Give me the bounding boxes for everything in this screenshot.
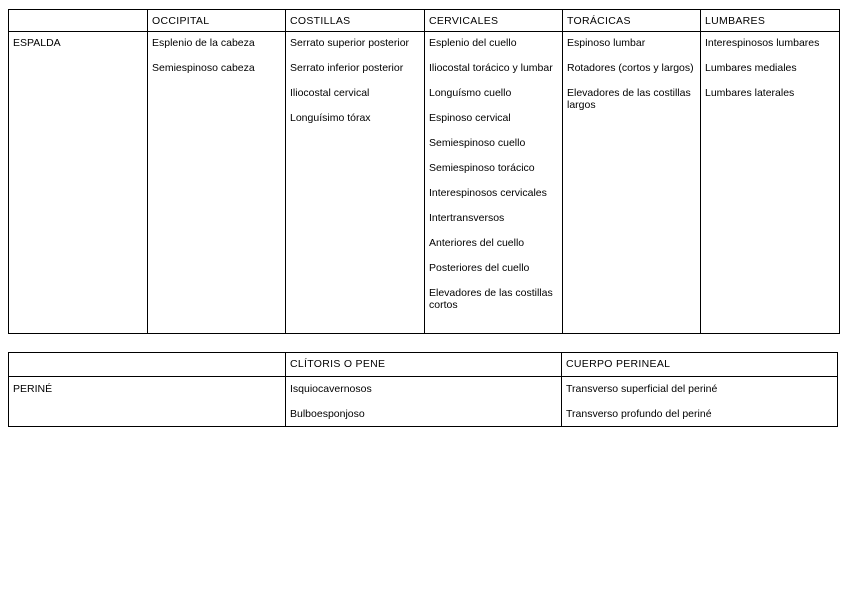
list-item: Interespinosos cervicales <box>429 187 547 199</box>
cell-occipital <box>148 32 286 334</box>
list-item: Lumbares laterales <box>705 87 795 99</box>
header-cell-costillas: COSTILLAS <box>286 10 425 32</box>
list-item: Esplenio de la cabeza <box>152 37 255 49</box>
list-item: Lumbares mediales <box>705 62 797 74</box>
list-item: Elevadores de las costillas cortos <box>429 287 553 311</box>
espalda-muscle-table <box>8 9 840 334</box>
header-cell-toracicas: TORÁCICAS <box>563 10 701 32</box>
header-cell-cervicales: CERVICALES <box>425 10 563 32</box>
list-item: Elevadores de las costillas largos <box>567 87 691 111</box>
list-item: Isquiocavernosos <box>290 383 372 395</box>
cell-toracicas <box>563 32 701 334</box>
table-row <box>9 32 840 334</box>
list-item: Anteriores del cuello <box>429 237 525 249</box>
list-item: Rotadores (cortos y largos) <box>567 62 694 74</box>
list-item: Serrato inferior posterior <box>290 62 404 74</box>
perine-muscle-table <box>8 352 838 427</box>
table-header-row <box>9 10 840 32</box>
header-cell-occipital: OCCIPITAL <box>148 10 286 32</box>
list-item: Semiespinoso cabeza <box>152 62 255 74</box>
cell-clitoris-pene <box>286 377 562 427</box>
list-item: Transverso superficial del periné <box>566 383 718 395</box>
header-cell-empty <box>9 353 286 377</box>
list-item: Transverso profundo del periné <box>566 408 712 420</box>
list-item: Serrato superior posterior <box>290 37 410 49</box>
header-cell-empty <box>9 10 148 32</box>
list-item: Semiespinoso torácico <box>429 162 535 174</box>
header-cell-clitoris-pene: CLÍTORIS O PENE <box>286 353 562 377</box>
cell-costillas <box>286 32 425 334</box>
list-item: Iliocostal torácico y lumbar <box>429 62 553 74</box>
list-item: Intertransversos <box>429 212 505 224</box>
cell-lumbares <box>701 32 840 334</box>
header-cell-lumbares: LUMBARES <box>701 10 840 32</box>
list-item: Esplenio del cuello <box>429 37 517 49</box>
list-item: Posteriores del cuello <box>429 262 530 274</box>
list-item: Longuísmo cuello <box>429 87 512 99</box>
list-item: Semiespinoso cuello <box>429 137 526 149</box>
list-item: Espinoso cervical <box>429 112 511 124</box>
cell-cuerpo-perineal <box>562 377 838 427</box>
header-cell-cuerpo-perineal: CUERPO PERINEAL <box>562 353 838 377</box>
cell-cervicales <box>425 32 563 334</box>
table-row <box>9 377 838 427</box>
list-item: Longuísimo tórax <box>290 112 371 124</box>
row-label-espalda: ESPALDA <box>9 32 148 334</box>
table-header-row <box>9 353 838 377</box>
list-item: Iliocostal cervical <box>290 87 370 99</box>
row-label-perine: PERINÉ <box>9 377 286 427</box>
list-item: Bulboesponjoso <box>290 408 365 420</box>
list-item: Interespinosos lumbares <box>705 37 820 49</box>
list-item: Espinoso lumbar <box>567 37 646 49</box>
